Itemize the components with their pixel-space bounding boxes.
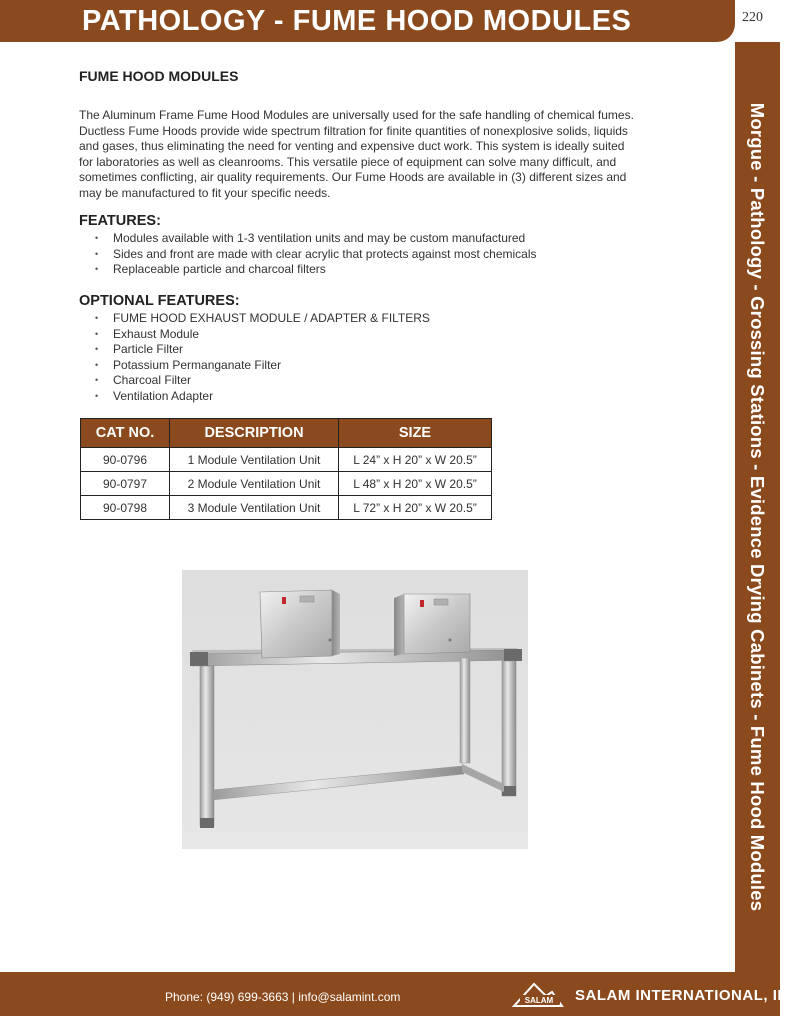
section-heading: FUME HOOD MODULES (79, 68, 239, 84)
column-header-size: SIZE (339, 419, 492, 448)
features-heading: FEATURES: (79, 213, 161, 229)
description-cell: 3 Module Ventilation Unit (170, 496, 339, 520)
size-cell: L 48” x H 20” x W 20.5” (339, 472, 492, 496)
description-cell: 1 Module Ventilation Unit (170, 448, 339, 472)
cat-no-cell: 90-0796 (81, 448, 170, 472)
description-cell: 2 Module Ventilation Unit (170, 472, 339, 496)
catalog-table (80, 418, 492, 520)
company-name: SALAM INTERNATIONAL, INC. (575, 987, 805, 1004)
features-list (95, 231, 537, 278)
list-item: • Replaceable particle and charcoal filters (95, 262, 537, 278)
table-header-row (81, 419, 492, 448)
intro-line: sometimes conflicting, air quality requirements. Our Fume Hoods are available in (3) different sizes and (79, 170, 627, 185)
table-row (81, 448, 492, 472)
list-item: • FUME HOOD EXHAUST MODULE / ADAPTER & FILTERS (95, 311, 430, 327)
size-cell: L 24” x H 20” x W 20.5” (339, 448, 492, 472)
column-header-cat-no: CAT NO. (81, 419, 170, 448)
optional-features-heading: OPTIONAL FEATURES: (79, 293, 240, 309)
optional-features-list (95, 311, 430, 404)
company-logo (512, 980, 564, 1008)
footer-contact: Phone: (949) 699-3663 | info@salamint.com (165, 990, 401, 1004)
list-item: • Ventilation Adapter (95, 389, 430, 405)
list-item: • Modules available with 1-3 ventilation units and may be custom manufactured (95, 231, 537, 247)
intro-line: The Aluminum Frame Fume Hood Modules are universally used for the safe handling of chemical fumes. (79, 108, 634, 122)
list-item: • Exhaust Module (95, 327, 430, 343)
list-item: • Charcoal Filter (95, 373, 430, 389)
logo-text: SALAM (524, 996, 554, 1005)
column-header-description: DESCRIPTION (170, 419, 339, 448)
product-photo (182, 570, 528, 849)
intro-line: for laboratories as well as cleanrooms. This versatile piece of equipment can solve many difficult, and (79, 154, 617, 169)
intro-line: Ductless Fume Hoods provide wide spectrum filtration for finite quantities of nonexplosive solids, liquids (79, 123, 628, 138)
page-title: PATHOLOGY - FUME HOOD MODULES (82, 5, 632, 37)
list-item: • Particle Filter (95, 342, 430, 358)
intro-line: may be manufactured to fit your specific needs. (79, 185, 331, 200)
list-item: • Sides and front are made with clear acrylic that protects against most chemicals (95, 247, 537, 263)
table-row (81, 496, 492, 520)
cat-no-cell: 90-0798 (81, 496, 170, 520)
list-item: • Potassium Permanganate Filter (95, 358, 430, 374)
intro-line: and gases, thus eliminating the need for venting and expensive duct work. This system is ideally suited (79, 139, 625, 154)
intro-paragraph (79, 108, 639, 202)
cat-no-cell: 90-0797 (81, 472, 170, 496)
side-category-text: Morgue - Pathology - Grossing Stations - Evidence Drying Cabinets - Fume Hood Modules (747, 102, 768, 912)
page-number: 220 (742, 10, 763, 25)
size-cell: L 72” x H 20” x W 20.5” (339, 496, 492, 520)
table-row (81, 472, 492, 496)
